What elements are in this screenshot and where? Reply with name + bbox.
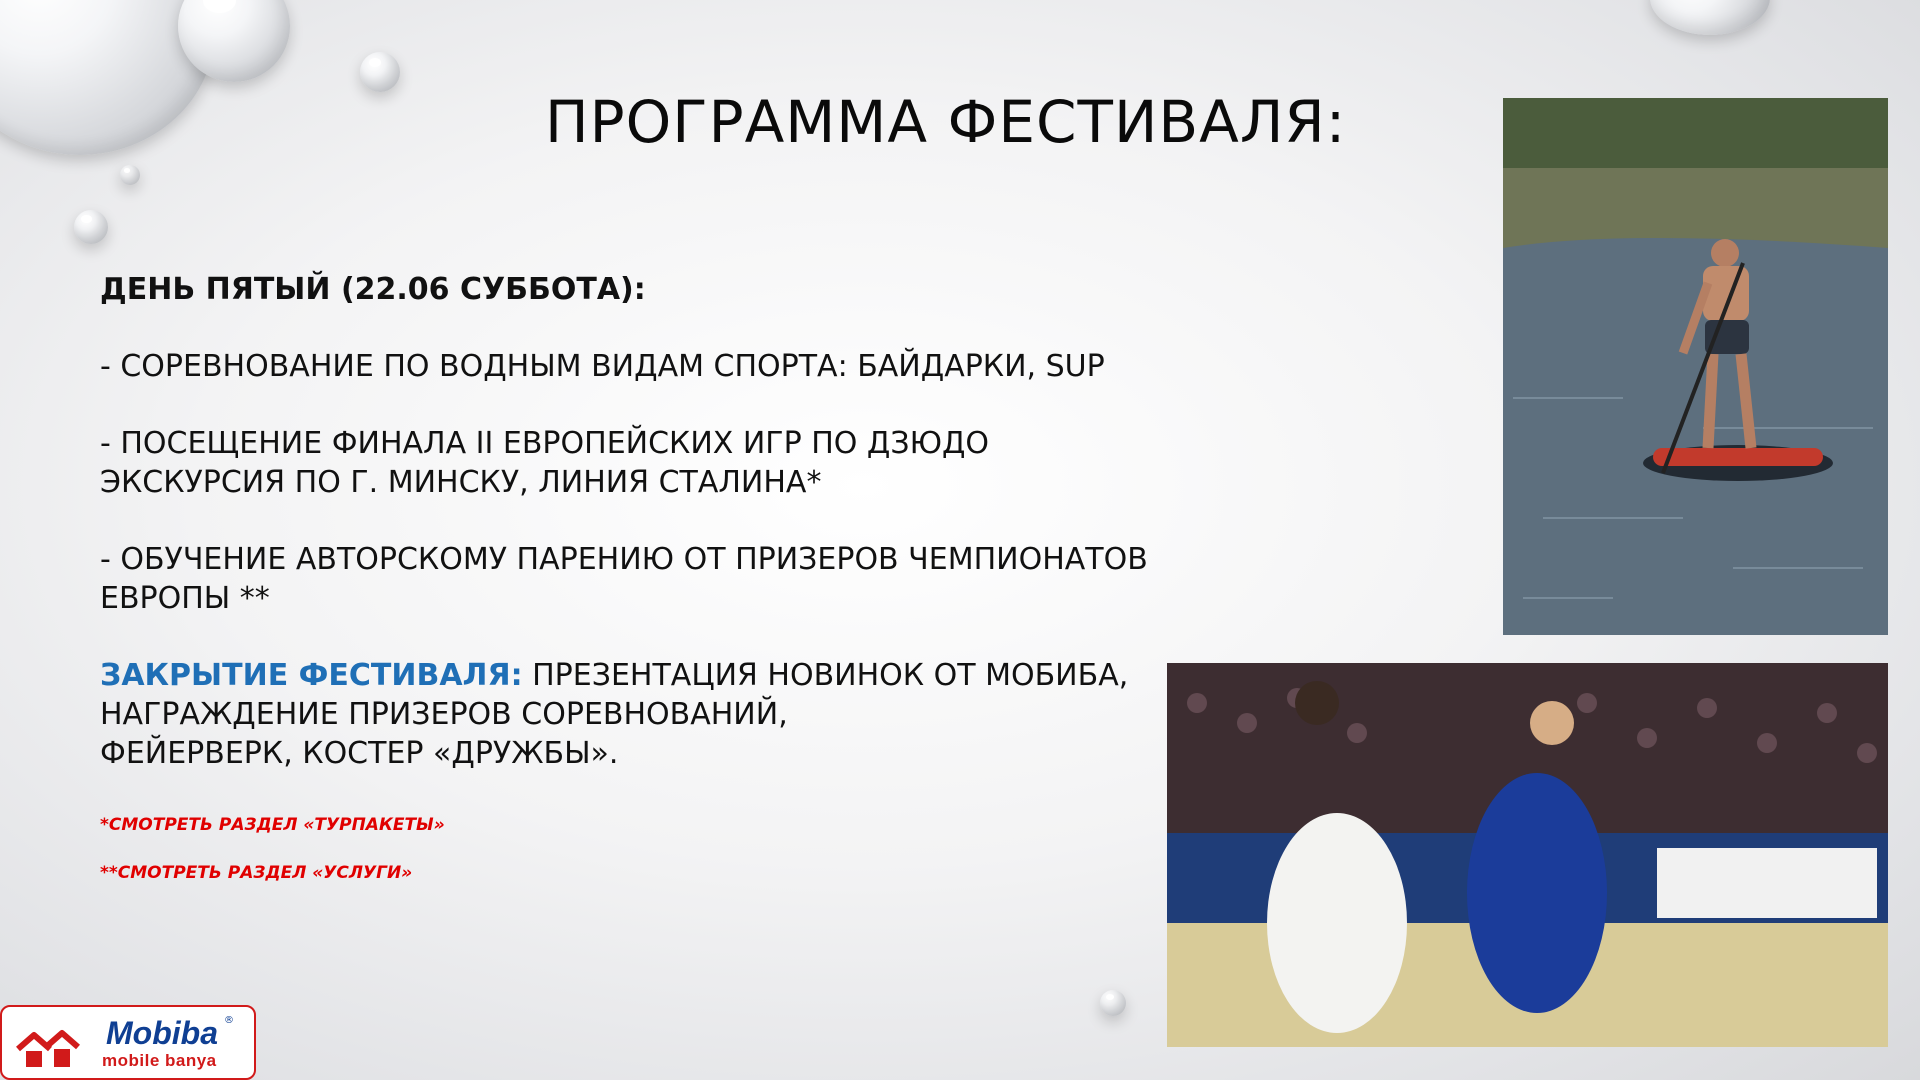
logo-registered-mark: ®: [224, 1015, 234, 1026]
sup-photo: [1503, 98, 1888, 635]
logo-tagline: mobile banya: [102, 1051, 217, 1070]
closing-label: ЗАКРЫТИЕ ФЕСТИВАЛЯ:: [100, 658, 523, 693]
logo-name: Mobiba: [106, 1015, 218, 1051]
water-drop-decoration: [1100, 990, 1126, 1016]
sup-photo-illustration: [1503, 98, 1888, 635]
closing-line: ПРЕЗЕНТАЦИЯ НОВИНОК ОТ МОБИБА,: [522, 658, 1129, 693]
program-item: [100, 424, 1150, 502]
footnote-tour-packages: *СМОТРЕТЬ РАЗДЕЛ «ТУРПАКЕТЫ»: [100, 815, 445, 835]
footnote-services: **СМОТРЕТЬ РАЗДЕЛ «УСЛУГИ»: [100, 863, 413, 883]
slide-title: ПРОГРАММА ФЕСТИВАЛЯ:: [545, 88, 1347, 156]
water-drop-decoration: [74, 210, 108, 244]
program-item-line: - СОРЕВНОВАНИЕ ПО ВОДНЫМ ВИДАМ СПОРТА: БАЙДАРКИ, SUP: [100, 349, 1105, 384]
water-drop-decoration: [1650, 0, 1770, 35]
program-content: [100, 270, 1150, 883]
day-heading: ДЕНЬ ПЯТЫЙ (22.06 СУББОТА):: [100, 272, 646, 307]
mobiba-house-icon: [16, 1027, 86, 1069]
water-drop-decoration: [120, 165, 140, 185]
judo-photo: [1167, 663, 1888, 1047]
program-item: [100, 540, 1150, 618]
water-drop-decoration: [360, 52, 400, 92]
judo-photo-illustration: [1167, 663, 1888, 1047]
program-item-line: - ОБУЧЕНИЕ АВТОРСКОМУ ПАРЕНИЮ ОТ ПРИЗЕРОВ ЧЕМПИОНАТОВ: [100, 542, 1148, 577]
closing-block: [100, 656, 1150, 773]
program-item-line: ЕВРОПЫ **: [100, 581, 270, 616]
closing-line: ФЕЙЕРВЕРК, КОСТЕР «ДРУЖБЫ».: [100, 736, 619, 771]
mobiba-logo: [0, 1005, 256, 1080]
program-item-line: - ПОСЕЩЕНИЕ ФИНАЛА II ЕВРОПЕЙСКИХ ИГР ПО ДЗЮДО: [100, 426, 990, 461]
closing-line: НАГРАЖДЕНИЕ ПРИЗЕРОВ СОРЕВНОВАНИЙ,: [100, 697, 788, 732]
program-item-line: ЭКСКУРСИЯ ПО Г. МИНСКУ, ЛИНИЯ СТАЛИНА*: [100, 465, 822, 500]
program-item: [100, 347, 1150, 386]
